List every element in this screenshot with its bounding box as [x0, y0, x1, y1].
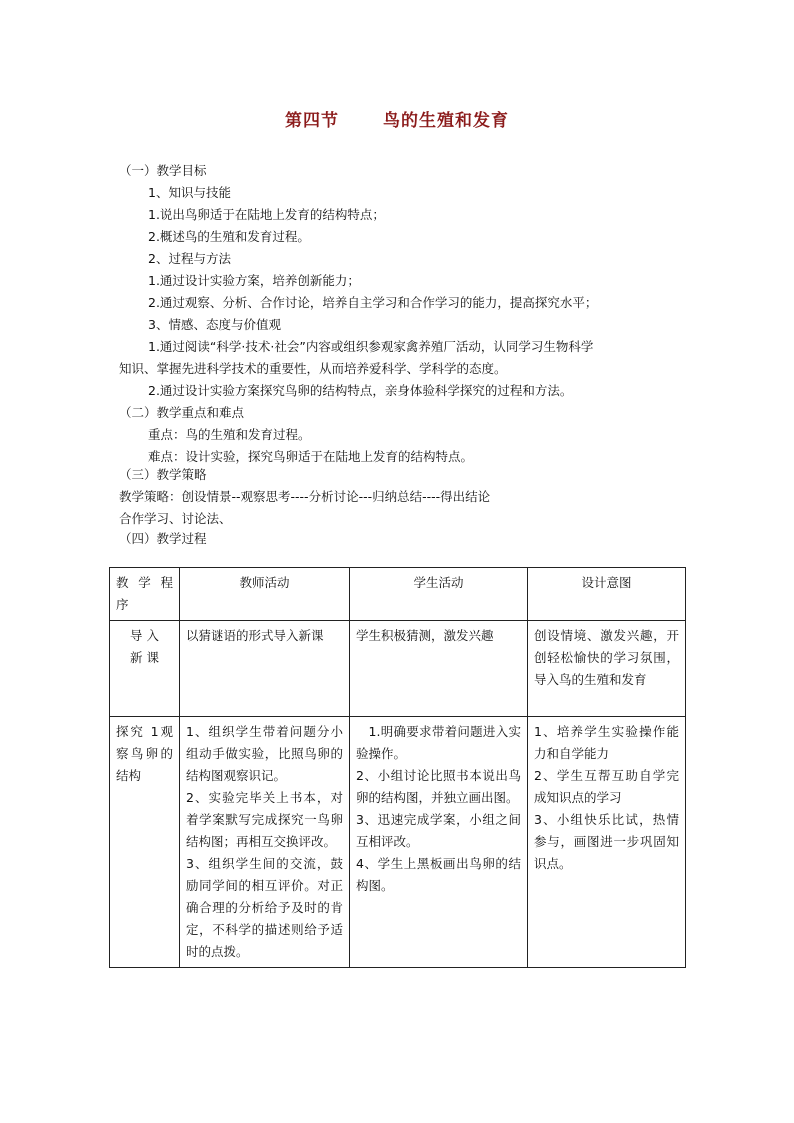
- table-row: [110, 621, 686, 717]
- text-line: 1.通过阅读“科学·技术·社会”内容或组织参观家禽养殖厂活动，认同学习生物科学: [148, 339, 594, 354]
- heading-key-points: （二）教学重点和难点: [119, 405, 245, 420]
- text-line: 重点：鸟的生殖和发育过程。: [148, 427, 311, 442]
- table-header-cell: 设计意图: [528, 568, 686, 621]
- table-cell-teacher: 以猜谜语的形式导入新课: [180, 621, 350, 717]
- text-line: 2.通过观察、分析、合作讨论，培养自主学习和合作学习的能力，提高探究水平；: [148, 295, 598, 310]
- text-line: 1.说出鸟卵适于在陆地上发育的结构特点；: [148, 207, 385, 222]
- table-cell-intent: 创设情境、激发兴趣，开创轻松愉快的学习氛围，导入鸟的生殖和发育: [528, 621, 686, 717]
- text-line: 难点：设计实验，探究鸟卵适于在陆地上发育的结构特点。: [148, 449, 474, 464]
- text-line: 知识、掌握先进科学技术的重要性，从而培养爱科学、学科学的态度。: [119, 361, 507, 376]
- heading-objectives: （一）教学目标: [119, 163, 207, 178]
- table-row: [110, 717, 686, 968]
- table-header-cell: 教师活动: [180, 568, 350, 621]
- table-header-cell: 教 学 程 序: [110, 568, 180, 621]
- subheading-process: 2、过程与方法: [148, 251, 231, 266]
- section-number: 第四节: [285, 111, 339, 131]
- heading-process: （四）教学过程: [119, 531, 207, 546]
- section-title: 鸟的生殖和发育: [383, 111, 509, 131]
- table-cell-teacher: 1、组织学生带着问题分小组动手做实验，比照鸟卵的结构图观察识记。 2、实验完毕关上书本，对着学案默写完成探究一鸟卵结构图；再相互交换评改。 3、组织学生间的交流，鼓励同学间的相互评价。对正确合理的分析给予及时的肯定，不科学的描述则给予适时的点拨。: [180, 717, 350, 968]
- table-header-cell: 学生活动: [350, 568, 528, 621]
- heading-strategy: （三）教学策略: [119, 467, 207, 482]
- text-line: 合作学习、讨论法、: [119, 511, 232, 526]
- subheading-values: 3、情感、态度与价值观: [148, 317, 281, 332]
- text-line: 2.概述鸟的生殖和发育过程。: [148, 229, 310, 244]
- text-line: 1.通过设计实验方案，培养创新能力；: [148, 273, 360, 288]
- text-line: 2.通过设计实验方案探究鸟卵的结构特点，亲身体验科学探究的过程和方法。: [148, 383, 573, 398]
- lesson-process-table: [109, 567, 686, 968]
- table-cell-stage: 探究 1观察鸟卵的结构: [110, 717, 180, 968]
- table-cell-intent: 1、培养学生实验操作能力和自学能力 2、学生互帮互助自学完成知识点的学习 3、小组快乐比试，热情参与，画图进一步巩固知识点。: [528, 717, 686, 968]
- table-cell-student: 1.明确要求带着问题进入实验操作。 2、小组讨论比照书本说出鸟卵的结构图，并独立画出图。 3、迅速完成学案，小组之间互相评改。 4、学生上黑板画出鸟卵的结构图。: [350, 717, 528, 968]
- subheading-knowledge: 1、知识与技能: [148, 185, 231, 200]
- table-header-row: [110, 568, 686, 621]
- page-title: [0, 106, 794, 131]
- text-line: 教学策略：创设情景--观察思考----分析讨论---归纳总结----得出结论: [119, 489, 491, 504]
- table-cell-student: 学生积极猜测，激发兴趣: [350, 621, 528, 717]
- table-cell-stage: 导 入 新 课: [110, 621, 180, 717]
